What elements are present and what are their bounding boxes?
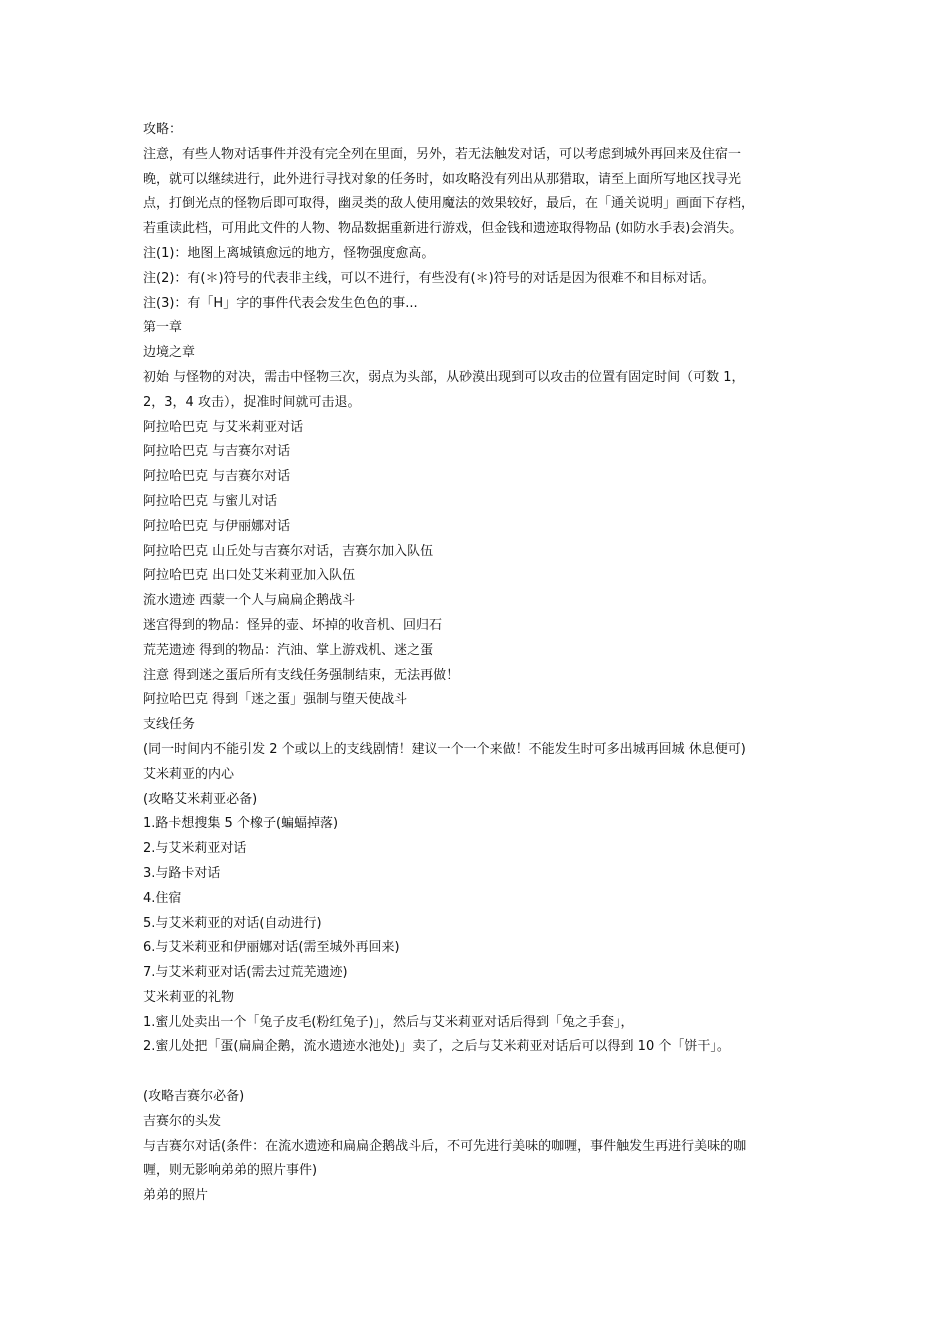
- text-line: 注(1)：地图上离城镇愈远的地方，怪物强度愈高。: [143, 245, 435, 261]
- subsection-heading: 艾米莉亚的内心: [143, 766, 235, 782]
- section-heading: 边境之章: [143, 345, 196, 361]
- list-item: 1.路卡想搜集 5 个橡子(蝙蝠掉落): [143, 816, 339, 832]
- list-item: 流水遗迹 西蒙一个人与扁扁企鹅战斗: [143, 593, 356, 609]
- chapter-heading: 第一章: [143, 320, 183, 336]
- list-item: 荒芜遗迹 得到的物品：汽油、掌上游戏机、迷之蛋: [143, 642, 434, 658]
- list-item: 阿拉哈巴克 与吉赛尔对话: [143, 444, 291, 460]
- list-item: 阿拉哈巴克 与伊丽娜对话: [143, 518, 291, 534]
- list-item: 阿拉哈巴克 与蜜儿对话: [143, 493, 278, 509]
- list-item: 阿拉哈巴克 与艾米莉亚对话: [143, 419, 304, 435]
- text-line: (同一时间内不能引发 2 个或以上的支线剧情！建议一个一个来做！不能发生时可多出城再回城 休息便可): [143, 741, 746, 757]
- text-line: 喱，则无影响弟弟的照片事件): [143, 1163, 318, 1179]
- list-item: 注意 得到迷之蛋后所有支线任务强制结束，无法再做！: [143, 667, 460, 683]
- list-item: 阿拉哈巴克 出口处艾米莉亚加入队伍: [143, 568, 356, 584]
- section-heading: 支线任务: [143, 717, 196, 733]
- text-line: 点，打倒光点的怪物后即可取得，幽灵类的敌人使用魔法的效果较好，最后，在「通关说明」画面下存档，: [143, 196, 755, 212]
- document-body: [143, 118, 813, 1209]
- list-item: 4.住宿: [143, 890, 182, 906]
- text-line: 初始 与怪物的对决，需击中怪物三次，弱点为头部，从砂漠出现到可以攻击的位置有固定时间（可数 1，: [143, 369, 745, 385]
- list-item: 7.与艾米莉亚对话(需去过荒芜遗迹): [143, 965, 348, 981]
- list-item: 5.与艾米莉亚的对话(自动进行): [143, 915, 322, 931]
- text-line: 若重读此档，可用此文件的人物、物品数据重新进行游戏，但金钱和遗迹取得物品 (如防水手表)会消失。: [143, 221, 743, 237]
- text-line: 与吉赛尔对话(条件：在流水遗迹和扁扁企鹅战斗后，不可先进行美味的咖喱，事件触发生再进行美味的咖: [143, 1138, 747, 1154]
- text-line: 2，3，4 攻击），捉准时间就可击退。: [143, 394, 361, 410]
- text-line: 注(2)：有(＊)符号的代表非主线，可以不进行，有些没有(＊)符号的对话是因为很难不和目标对话。: [143, 270, 715, 286]
- list-item: 3.与路卡对话: [143, 865, 221, 881]
- blank-line: [143, 1060, 813, 1085]
- list-item: 迷宫得到的物品：怪异的壶、坏掉的收音机、回归石: [143, 617, 443, 633]
- list-item: 1.蜜儿处卖出一个「兔子皮毛(粉红兔子)」，然后与艾米莉亚对话后得到「兔之手套」，: [143, 1014, 634, 1030]
- list-item: 2.与艾米莉亚对话: [143, 841, 247, 857]
- list-item: 阿拉哈巴克 与吉赛尔对话: [143, 469, 291, 485]
- list-item: 2.蜜儿处把「蛋(扁扁企鹅，流水遗迹水池处)」卖了，之后与艾米莉亚对话后可以得到 10 个「饼干」。: [143, 1039, 730, 1055]
- list-item: 6.与艾米莉亚和伊丽娜对话(需至城外再回来): [143, 940, 400, 956]
- list-item: 阿拉哈巴克 山丘处与吉赛尔对话，吉赛尔加入队伍: [143, 543, 434, 559]
- text-line: 晚，就可以继续进行，此外进行寻找对象的任务时，如攻略没有列出从那猎取，请至上面所写地区找寻光: [143, 171, 742, 187]
- text-line: 攻略：: [143, 122, 183, 137]
- subsection-heading: 吉赛尔的头发: [143, 1113, 222, 1129]
- text-line: 注(3)：有「H」字的事件代表会发生色色的事...: [143, 295, 418, 311]
- subsection-heading: 弟弟的照片: [143, 1188, 209, 1204]
- list-item: 阿拉哈巴克 得到「迷之蛋」强制与堕天使战斗: [143, 692, 408, 708]
- text-line: 注意，有些人物对话事件并没有完全列在里面，另外，若无法触发对话，可以考虑到城外再回来及住宿一: [143, 146, 742, 162]
- subsection-heading: 艾米莉亚的礼物: [143, 989, 235, 1005]
- text-line: (攻略吉赛尔必备): [143, 1089, 245, 1105]
- text-line: (攻略艾米莉亚必备): [143, 791, 258, 807]
